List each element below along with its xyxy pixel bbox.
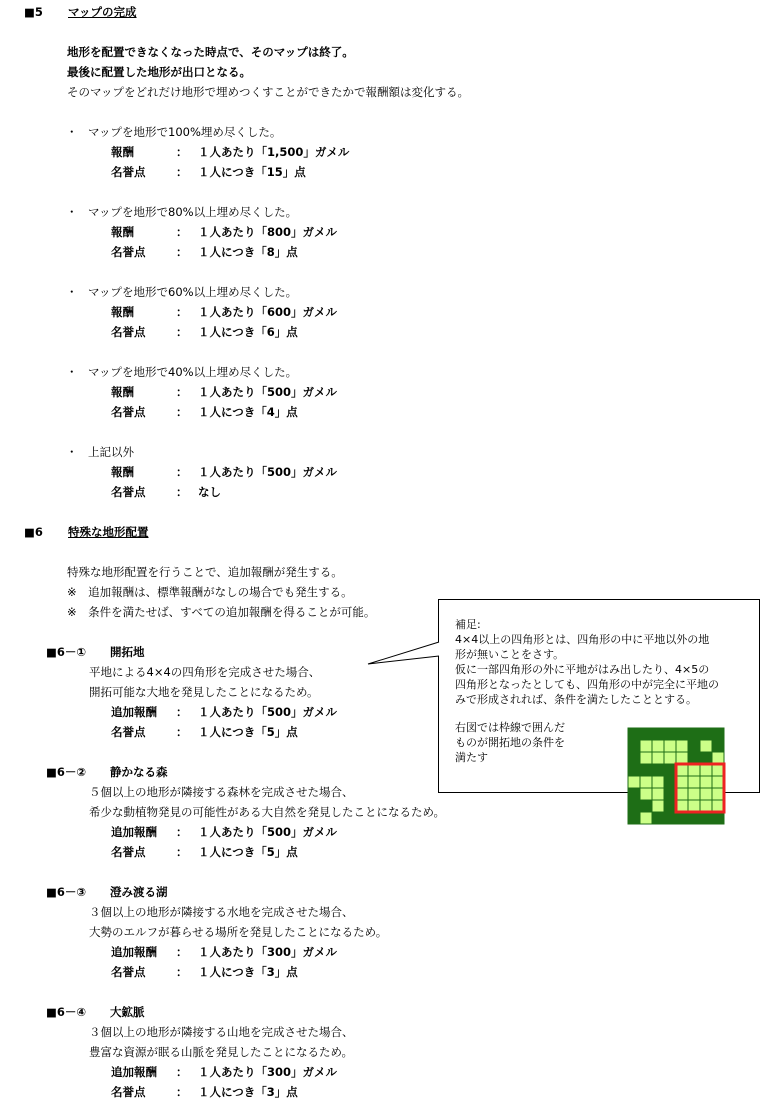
fame-value: １人につき「15」点: [198, 165, 306, 179]
sec5-bold-line-2: 最後に配置した地形が出口となる。: [67, 65, 251, 79]
item-title: 大鉱脈: [110, 1005, 145, 1019]
fame-value: １人につき「3」点: [198, 1085, 298, 1099]
reward-value: １人あたり「500」ガメル: [198, 705, 338, 719]
terrain-cell-plain: [700, 788, 712, 800]
terrain-cell-plain: [676, 800, 688, 812]
tier-reward-row: [0, 305, 769, 319]
tier-fame-row: [0, 245, 769, 259]
terrain-cell-other: [640, 800, 652, 812]
sec5-marker: ■5: [24, 5, 43, 19]
reward-label: 追加報酬: [111, 705, 157, 719]
reward-value: １人あたり「800」ガメル: [198, 225, 338, 239]
terrain-cell-other: [628, 728, 640, 740]
reward-label: 報酬: [111, 225, 134, 239]
figure-caption-line: 右図では枠線で囲んだ: [455, 721, 565, 734]
terrain-cell-plain: [712, 800, 724, 812]
sec6-marker: ■6: [24, 525, 43, 539]
colon: ：: [176, 325, 188, 339]
terrain-cell-plain: [640, 776, 652, 788]
tier-condition: マップを地形で40%以上埋め尽くした。: [88, 365, 298, 379]
terrain-cell-other: [628, 740, 640, 752]
terrain-cell-plain: [676, 740, 688, 752]
tier-reward-row: [0, 465, 769, 479]
callout-line: 仮に一部四角形の外に平地がはみ出したり、4×5の: [455, 663, 710, 676]
fame-value: １人につき「8」点: [198, 245, 298, 259]
tier-condition: マップを地形で100%埋め尽くした。: [88, 125, 282, 139]
terrain-cell-plain: [688, 764, 700, 776]
terrain-cell-other: [652, 812, 664, 824]
colon: ：: [176, 825, 188, 839]
terrain-cell-other: [628, 812, 640, 824]
terrain-cell-other: [712, 740, 724, 752]
terrain-cell-plain: [676, 764, 688, 776]
terrain-cell-other: [712, 728, 724, 740]
fame-label: 名誉点: [111, 845, 146, 859]
fame-label: 名誉点: [111, 405, 146, 419]
terrain-cell-plain: [664, 752, 676, 764]
terrain-cell-plain: [688, 788, 700, 800]
callout-line: 四角形となったとしても、四角形の中が完全に平地の: [455, 678, 719, 691]
figure-caption-line: 満たす: [455, 751, 488, 764]
tier-fame-row: [0, 405, 769, 419]
fame-label: 名誉点: [111, 165, 146, 179]
terrain-cell-plain: [652, 776, 664, 788]
colon: ：: [176, 145, 188, 159]
terrain-cell-plain: [688, 776, 700, 788]
reward-value: １人あたり「500」ガメル: [198, 385, 338, 399]
terrain-cell-other: [628, 800, 640, 812]
sec6-intro: 特殊な地形配置を行うことで、追加報酬が発生する。: [67, 565, 343, 579]
colon: ：: [176, 965, 188, 979]
item-header: [46, 765, 168, 779]
tier-reward-row: [0, 145, 769, 159]
colon: ：: [176, 225, 188, 239]
callout-line: 形が無いことをさす。: [455, 648, 565, 661]
figure-caption-line: ものが開拓地の条件を: [455, 736, 565, 749]
tier-fame-row: [0, 165, 769, 179]
item-marker: ■6－④: [46, 1005, 87, 1019]
terrain-cell-other: [664, 728, 676, 740]
fame-value: なし: [198, 485, 221, 499]
terrain-cell-other: [664, 764, 676, 776]
colon: ：: [176, 465, 188, 479]
terrain-cell-plain: [676, 788, 688, 800]
terrain-cell-other: [628, 788, 640, 800]
colon: ：: [176, 845, 188, 859]
terrain-cell-other: [700, 752, 712, 764]
item-desc-line: 希少な動植物発見の可能性がある大自然を発見したことになるため。: [89, 805, 446, 819]
reward-label: 報酬: [111, 465, 134, 479]
item-desc-line: ３個以上の地形が隣接する山地を完成させた場合、: [89, 1025, 354, 1039]
sec5-intro: そのマップをどれだけ地形で埋めつくすことができたかで報酬額は変化する。: [67, 85, 470, 99]
tier-reward-row: [0, 385, 769, 399]
terrain-cell-other: [712, 812, 724, 824]
item-fame-row: [0, 965, 769, 979]
terrain-cell-plain: [700, 800, 712, 812]
sec5-title: マップの完成: [68, 5, 137, 19]
reward-label: 追加報酬: [111, 945, 157, 959]
tier-bullet: ・: [66, 125, 78, 139]
reward-label: 報酬: [111, 305, 134, 319]
terrain-cell-other: [628, 752, 640, 764]
reward-value: １人あたり「1,500」ガメル: [198, 145, 350, 159]
terrain-cell-plain: [712, 764, 724, 776]
terrain-cell-other: [700, 812, 712, 824]
terrain-cell-other: [688, 740, 700, 752]
colon: ：: [176, 165, 188, 179]
terrain-cell-plain: [700, 764, 712, 776]
item-desc-line: 大勢のエルフが暮らせる場所を発見したことになるため。: [89, 925, 388, 939]
terrain-cell-plain: [712, 788, 724, 800]
fame-value: １人につき「5」点: [198, 845, 298, 859]
reward-label: 報酬: [111, 145, 134, 159]
item-desc-line: ３個以上の地形が隣接する水地を完成させた場合、: [89, 905, 354, 919]
terrain-cell-other: [652, 764, 664, 776]
colon: ：: [176, 725, 188, 739]
colon: ：: [176, 245, 188, 259]
item-header: [46, 1005, 145, 1019]
colon: ：: [176, 1065, 188, 1079]
terrain-cell-plain: [676, 776, 688, 788]
item-reward-row: [0, 1065, 769, 1079]
reward-value: １人あたり「500」ガメル: [198, 825, 338, 839]
terrain-cell-plain: [700, 740, 712, 752]
reward-value: １人あたり「600」ガメル: [198, 305, 338, 319]
tier-fame-row: [0, 485, 769, 499]
terrain-cell-plain: [640, 812, 652, 824]
colon: ：: [176, 1085, 188, 1099]
tier-reward-row: [0, 225, 769, 239]
terrain-cell-other: [664, 788, 676, 800]
item-reward-row: [0, 825, 769, 839]
terrain-cell-plain: [628, 776, 640, 788]
terrain-cell-other: [640, 764, 652, 776]
terrain-cell-plain: [676, 752, 688, 764]
reward-label: 追加報酬: [111, 825, 157, 839]
tier-bullet: ・: [66, 445, 78, 459]
terrain-cell-other: [676, 812, 688, 824]
item-title: 澄み渡る湖: [110, 885, 168, 899]
terrain-cell-other: [640, 728, 652, 740]
reward-value: １人あたり「500」ガメル: [198, 465, 338, 479]
colon: ：: [176, 945, 188, 959]
sec6-note-2: ※ 条件を満たせば、すべての追加報酬を得ることが可能。: [67, 605, 376, 619]
item-title: 静かなる森: [110, 765, 168, 779]
fame-label: 名誉点: [111, 725, 146, 739]
sec6-title: 特殊な地形配置: [68, 525, 149, 539]
fame-label: 名誉点: [111, 325, 146, 339]
terrain-cell-other: [664, 812, 676, 824]
terrain-cell-plain: [712, 752, 724, 764]
item-header: [46, 885, 168, 899]
item-fame-row: [0, 845, 769, 859]
item-title: 開拓地: [110, 645, 145, 659]
terrain-cell-other: [688, 728, 700, 740]
item-desc-line: ５個以上の地形が隣接する森林を完成させた場合、: [89, 785, 354, 799]
fame-value: １人につき「5」点: [198, 725, 298, 739]
colon: ：: [176, 385, 188, 399]
colon: ：: [176, 305, 188, 319]
item-desc-line: 平地による4×4の四角形を完成させた場合、: [89, 665, 321, 679]
terrain-cell-other: [676, 728, 688, 740]
figure-terrain-grid: [626, 726, 726, 827]
tier-condition: マップを地形で60%以上埋め尽くした。: [88, 285, 298, 299]
terrain-cell-plain: [640, 752, 652, 764]
item-marker: ■6－①: [46, 645, 87, 659]
terrain-cell-other: [700, 728, 712, 740]
colon: ：: [176, 405, 188, 419]
terrain-cell-other: [628, 764, 640, 776]
tier-condition: 上記以外: [88, 445, 134, 459]
tier-condition: マップを地形で80%以上埋め尽くした。: [88, 205, 298, 219]
fame-label: 名誉点: [111, 485, 146, 499]
fame-label: 名誉点: [111, 1085, 146, 1099]
reward-label: 追加報酬: [111, 1065, 157, 1079]
terrain-cell-plain: [640, 788, 652, 800]
fame-value: １人につき「6」点: [198, 325, 298, 339]
terrain-cell-other: [664, 776, 676, 788]
tier-bullet: ・: [66, 285, 78, 299]
sec6-note-1: ※ 追加報酬は、標準報酬がなしの場合でも発生する。: [67, 585, 353, 599]
terrain-cell-plain: [640, 740, 652, 752]
terrain-cell-plain: [652, 740, 664, 752]
terrain-cell-other: [652, 728, 664, 740]
fame-label: 名誉点: [111, 245, 146, 259]
tier-fame-row: [0, 325, 769, 339]
terrain-cell-other: [688, 752, 700, 764]
terrain-cell-plain: [712, 776, 724, 788]
reward-value: １人あたり「300」ガメル: [198, 945, 338, 959]
colon: ：: [176, 485, 188, 499]
item-marker: ■6－③: [46, 885, 87, 899]
terrain-cell-plain: [652, 800, 664, 812]
sec5-header: [24, 5, 137, 19]
tier-bullet: ・: [66, 365, 78, 379]
fame-value: １人につき「4」点: [198, 405, 298, 419]
tier-bullet: ・: [66, 205, 78, 219]
callout-line: みで形成されれば、条件を満たしたこととする。: [455, 693, 697, 706]
item-desc-line: 開拓可能な大地を発見したことになるため。: [89, 685, 319, 699]
terrain-cell-plain: [664, 740, 676, 752]
terrain-cell-plain: [652, 788, 664, 800]
item-header: [46, 645, 145, 659]
item-fame-row: [0, 1085, 769, 1099]
sec5-bold-line-1: 地形を配置できなくなった時点で、そのマップは終了。: [67, 45, 354, 59]
fame-label: 名誉点: [111, 965, 146, 979]
callout-line: 4×4以上の四角形とは、四角形の中に平地以外の地: [455, 633, 710, 646]
item-marker: ■6－②: [46, 765, 87, 779]
terrain-cell-plain: [652, 752, 664, 764]
terrain-cell-other: [664, 800, 676, 812]
terrain-cell-plain: [700, 776, 712, 788]
sec6-header: [24, 525, 149, 539]
callout-pointer: [366, 640, 446, 670]
item-reward-row: [0, 945, 769, 959]
terrain-cell-other: [688, 812, 700, 824]
reward-label: 報酬: [111, 385, 134, 399]
callout-heading: 補足:: [455, 618, 481, 631]
terrain-cell-plain: [688, 800, 700, 812]
reward-value: １人あたり「300」ガメル: [198, 1065, 338, 1079]
item-desc-line: 豊富な資源が眠る山脈を発見したことになるため。: [89, 1045, 354, 1059]
colon: ：: [176, 705, 188, 719]
fame-value: １人につき「3」点: [198, 965, 298, 979]
